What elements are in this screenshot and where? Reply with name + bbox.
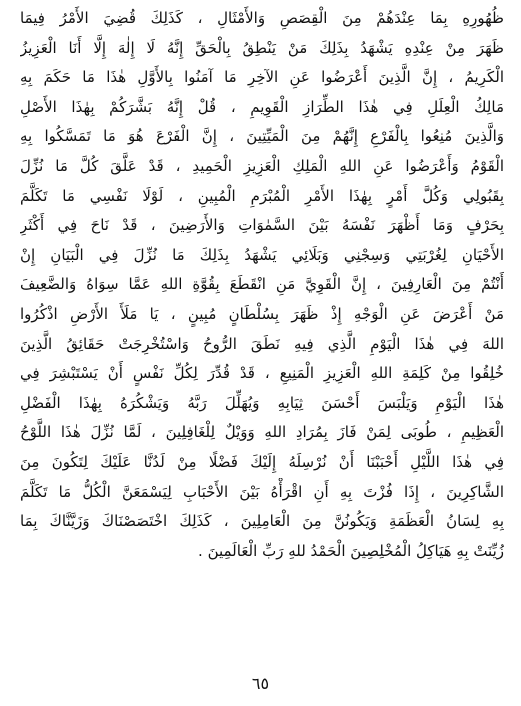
text-line: بِهِ لِسَانُ الْعَظَمَةِ وَيَكُونُنَّ مِنَ الْعَامِلِينَ ، كَذَلِكَ اخْتَصَصْنَاكَ وَزَيَّنَّاكَ بِمَا	[20, 512, 504, 531]
text-line: أَنْتُمْ مِنَ الْعَارِفِينَ ، إِنَّ الْقَوِيَّ مَنِ انْقَطَعَ بِقُوَّةِ اللهِ عَمَّا سِوَاهُ وَالضَّعِيفَ	[20, 275, 504, 294]
text-line: الأَحْيَانِ لِغُرْبَتِي وَسِجْنِي وَبَلَائِي يَشْهَدُ بِذَلِكَ مَا نُزِّلَ فِي الْبَيَانِ إِنْ	[20, 245, 504, 264]
text-line-last: زُيِّنَتْ بِهِ هَيَاكِلُ الْمُخْلِصِينَ الْحَمْدُ للهِ رَبِّ الْعَالَمِينَ .	[198, 541, 504, 560]
text-line: مَنْ أَعْرَضَ عَنِ الْوَجْهِ إِذْ ظَهَرَ بِسُلْطَانٍ مُبِينٍ ، يَا مَلَأَ الأَرْضِ اذْكُرُوا	[20, 304, 504, 323]
text-line: الشَّاكِرِينَ ، إِذَا فُزْتَ بِهِ أَنِ اقْرَأْهُ بَيْنَ الأَحْبَابِ لِيَسْمَعَنَّ الْكُلُّ مَا تَكَلَّمَ	[20, 482, 504, 501]
text-line: الْعَظِيمِ ، طُوبَى لِمَنْ فَازَ بِمُرَادِ اللهِ وَوَيْلٌ لِلْغَافِلِينَ ، لَمَّا نُزِّلَ هٰذَا اللَّوْحُ	[20, 423, 504, 442]
text-line: هٰذَا الْيَوْمِ وَيَلْبَسَ أَحْسَنَ ثِيَابِهِ وَيُهَلِّلَ رَبَّهُ وَيَشْكُرَهُ بِهٰذَا الْفَضْلِ	[20, 393, 504, 412]
text-line: فِي هٰذَا اللَّيْلِ أَحْبَبْنَا أَنْ نُرْسِلَهُ إِلَيْكَ فَضْلًا مِنْ لَدُنَّا عَلَيْكَ لِتَكُونَ مِنَ	[20, 452, 504, 471]
text-line: الْقَوْمُ وَأَعْرَضُوا عَنِ اللهِ الْمَلِكِ الْعَزِيزِ الْحَمِيدِ ، قَدْ عَلَّقَ كُلَّ مَا نُزِّلَ	[20, 156, 504, 175]
text-line: اللهَ فِي هٰذَا الْيَوْمِ الَّذِي فِيهِ نَطَقَ الرُّوحُ وَاسْتُخْرِجَتْ حَقَائِقُ الَّذِينَ	[20, 334, 504, 353]
page-number: ٦٥	[251, 674, 270, 693]
text-line: الْكَرِيمُ ، إِنَّ الَّذِينَ أَعْرَضُوا عَنِ الآخِرِ مَا آمَنُوا بِالأَوَّلِ هٰذَا مَا حَكَمَ بِهِ	[20, 68, 504, 87]
text-line: بِقَبُولِي وَكُلَّ أَمْرٍ بِهٰذَا الأَمْرِ الْمُبْرَمِ الْمُبِينِ ، لَوْلَا نَفْسِي مَا تَكَلَّمَ	[20, 186, 504, 205]
body-text	[20, 4, 504, 566]
text-line: بِحَرْفٍ وَمَا أَظْهَرَ نَفْسَهُ بَيْنَ السَّمٰوَاتِ وَالأَرَضِينَ ، قَدْ نَاحَ فِي أَكْثَرِ	[20, 216, 504, 235]
text-line: ظَهَرَ مِنْ عِنْدِهِ يَشْهَدُ بِذَلِكَ مَنْ يَنْطِقُ بِالْحَقِّ إِنَّهُ لَا إِلٰهَ إِلَّا أَنَا الْعَزِيزُ	[20, 38, 504, 57]
text-line: مَالِكُ الْعِلَلِ فِي هٰذَا الطِّرَازِ الْقَوِيمِ ، قُلْ إِنَّهُ بَشَّرَكُمْ بِهٰذَا الأَصْلِ	[20, 97, 504, 116]
text-line: وَالَّذِينَ مُنِعُوا بِالْفَرْعِ إِنَّهُمْ مِنَ الْمَيِّتِينَ ، إِنَّ الْفَرْعَ هُوَ مَا تَمَسَّكُوا بِهِ	[20, 127, 504, 146]
text-line: ظُهُورِهِ بِمَا عِنْدَهُمْ مِنَ الْقِصَصِ وَالأَمْثَالِ ، كَذَلِكَ قُضِيَ الأَمْرُ فِيمَا	[20, 9, 504, 27]
text-line: خُلِقُوا مِنْ كَلِمَةِ اللهِ الْعَزِيزِ الْمَنِيعِ ، قَدْ قُدِّرَ لِكُلِّ نَفْسٍ أَنْ يَسْتَبْشِرَ فِي	[20, 364, 504, 383]
